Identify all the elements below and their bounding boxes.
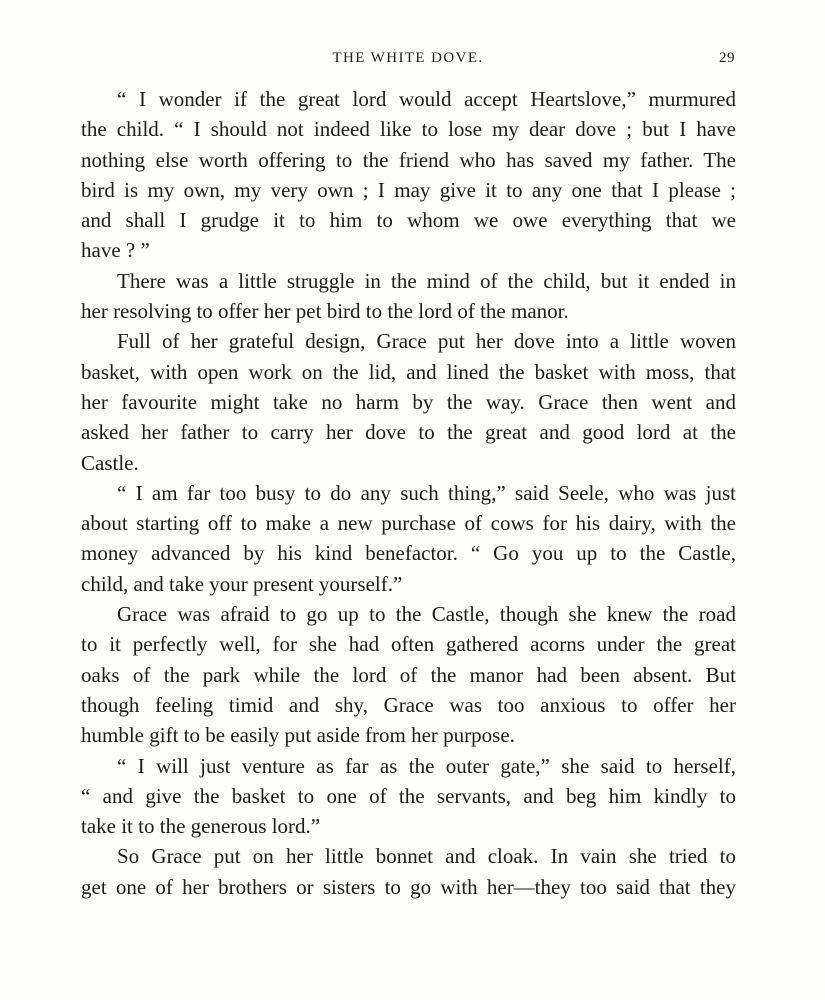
- text-line: So Grace put on her little bonnet and cloak. In vain she tried to: [117, 844, 736, 869]
- text-line: take it to the generous lord.”: [81, 814, 321, 839]
- text-line: her resolving to offer her pet bird to the lord of the manor.: [81, 299, 569, 324]
- text-line: money advanced by his kind benefactor. “ Go you up to the Castle,: [81, 541, 736, 566]
- text-line: “ I will just venture as far as the outer gate,” she said to herself,: [117, 753, 736, 778]
- text-line: “ I am far too busy to do any such thing,” said Seele, who was just: [117, 480, 736, 505]
- text-line: There was a little struggle in the mind of the child, but it ended in: [117, 268, 736, 293]
- text-line: oaks of the park while the lord of the manor had been absent. But: [81, 662, 736, 687]
- text-line: asked her father to carry her dove to the great and good lord at the: [81, 420, 736, 445]
- text-line: about starting off to make a new purchase of cows for his dairy, with the: [81, 511, 736, 536]
- text-line: nothing else worth offering to the friend who has saved my father. The: [81, 147, 736, 172]
- text-line: Full of her grateful design, Grace put her dove into a little woven: [117, 329, 736, 354]
- text-line: Grace was afraid to go up to the Castle, though she knew the road: [117, 602, 736, 627]
- text-line: get one of her brothers or sisters to go with her—they too said that they: [81, 874, 736, 899]
- text-line: and shall I grudge it to him to whom we owe everything that we: [81, 208, 736, 233]
- text-line: have ? ”: [81, 238, 150, 263]
- text-line: though feeling timid and shy, Grace was too anxious to offer her: [81, 692, 736, 717]
- text-line: “ I wonder if the great lord would accept Heartslove,” murmured: [117, 87, 736, 111]
- text-line: basket, with open work on the lid, and lined the basket with moss, that: [81, 359, 736, 384]
- text-line: Castle.: [81, 450, 139, 475]
- body-text: [81, 84, 736, 902]
- text-line: to it perfectly well, for she had often gathered acorns under the great: [81, 632, 736, 657]
- running-head: [81, 50, 735, 70]
- text-line: bird is my own, my very own ; I may give it to any one that I please ;: [81, 177, 736, 202]
- text-line: child, and take your present yourself.”: [81, 571, 403, 596]
- page-number: 29: [719, 50, 735, 66]
- text-line: “ and give the basket to one of the servants, and beg him kindly to: [81, 783, 736, 808]
- text-line: her favourite might take no harm by the way. Grace then went and: [81, 389, 736, 414]
- running-title: THE WHITE DOVE.: [332, 50, 484, 66]
- text-line: humble gift to be easily put aside from her purpose.: [81, 723, 515, 748]
- text-line: the child. “ I should not indeed like to lose my dear dove ; but I have: [81, 117, 736, 142]
